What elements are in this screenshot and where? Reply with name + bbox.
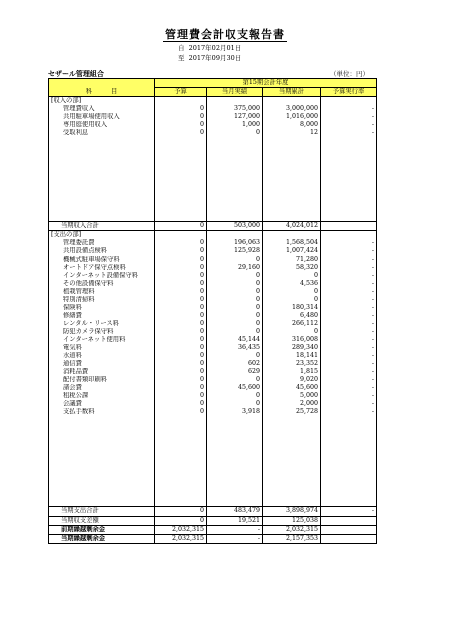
summary-row bbox=[49, 507, 377, 516]
header-execution-rate: 予算実行率 bbox=[321, 88, 377, 97]
row-name: 支払手数料 bbox=[49, 408, 155, 416]
rate-cell: - bbox=[321, 280, 377, 288]
row-name: 共用駐車場使用収入 bbox=[49, 113, 155, 121]
rate-cell: - bbox=[321, 392, 377, 400]
blank-cell bbox=[207, 231, 263, 240]
rate-cell bbox=[321, 222, 377, 231]
row-name: レンタル・リース料 bbox=[49, 320, 155, 328]
budget-cell: 0 bbox=[155, 222, 207, 231]
header-current-month: 当月実績 bbox=[207, 88, 263, 97]
month-cell: 45,600 bbox=[207, 384, 263, 392]
rate-cell: - bbox=[321, 507, 377, 516]
row-name: 当期収入合計 bbox=[49, 222, 155, 231]
month-cell: 0 bbox=[207, 312, 263, 320]
cumulative-cell: 25,728 bbox=[263, 408, 321, 416]
rate-cell: - bbox=[321, 247, 377, 255]
row-name: インターネット使用料 bbox=[49, 336, 155, 344]
budget-cell: 0 bbox=[155, 312, 207, 320]
income-row bbox=[49, 129, 377, 137]
cumulative-cell: 1,016,000 bbox=[263, 113, 321, 121]
expense-row bbox=[49, 360, 377, 368]
cumulative-cell: 0 bbox=[263, 296, 321, 304]
row-name: 受取利息 bbox=[49, 129, 155, 137]
cumulative-cell: 71,280 bbox=[263, 256, 321, 264]
expense-row bbox=[49, 376, 377, 384]
row-name: 特別清掃料 bbox=[49, 296, 155, 304]
row-name: その他設備保守料 bbox=[49, 280, 155, 288]
blank-cell bbox=[207, 97, 263, 106]
section-label: [支出の部] bbox=[49, 231, 155, 240]
row-name: 会議費 bbox=[49, 400, 155, 408]
section-label: [収入の部] bbox=[49, 97, 155, 106]
budget-cell: 0 bbox=[155, 247, 207, 255]
row-name: 管理費収入 bbox=[49, 105, 155, 113]
budget-cell: 0 bbox=[155, 239, 207, 247]
cumulative-cell: 2,000 bbox=[263, 400, 321, 408]
month-cell: 629 bbox=[207, 368, 263, 376]
row-name: 専用庭使用収入 bbox=[49, 121, 155, 129]
budget-cell: 0 bbox=[155, 129, 207, 137]
date-from-line bbox=[178, 43, 241, 52]
month-cell: 0 bbox=[207, 272, 263, 280]
month-cell: 0 bbox=[207, 320, 263, 328]
month-cell: 0 bbox=[207, 280, 263, 288]
cumulative-cell: 1,007,424 bbox=[263, 247, 321, 255]
income-row bbox=[49, 121, 377, 129]
report-title: 管理費会計収支報告書 bbox=[165, 28, 285, 41]
budget-cell: 0 bbox=[155, 368, 207, 376]
blank-cell bbox=[155, 231, 207, 240]
cumulative-cell: 125,038 bbox=[263, 516, 321, 525]
month-cell: 0 bbox=[207, 304, 263, 312]
rate-cell: - bbox=[321, 400, 377, 408]
month-cell: 0 bbox=[207, 392, 263, 400]
month-cell: 602 bbox=[207, 360, 263, 368]
cumulative-cell: 2,032,315 bbox=[263, 525, 321, 534]
month-cell: 0 bbox=[207, 129, 263, 137]
rate-cell: - bbox=[321, 129, 377, 137]
header-budget: 予算 bbox=[155, 88, 207, 97]
cumulative-cell: 1,815 bbox=[263, 368, 321, 376]
cumulative-cell: 289,340 bbox=[263, 344, 321, 352]
month-cell: 0 bbox=[207, 352, 263, 360]
cumulative-cell: 1,568,504 bbox=[263, 239, 321, 247]
month-cell: 125,928 bbox=[207, 247, 263, 255]
row-name: 共用設備点検料 bbox=[49, 247, 155, 255]
expense-row bbox=[49, 384, 377, 392]
budget-cell: 0 bbox=[155, 272, 207, 280]
income-row bbox=[49, 105, 377, 113]
expense-row bbox=[49, 344, 377, 352]
rate-cell: - bbox=[321, 304, 377, 312]
rate-cell: - bbox=[321, 320, 377, 328]
month-cell: - bbox=[207, 534, 263, 543]
cumulative-cell: 316,008 bbox=[263, 336, 321, 344]
month-cell: 0 bbox=[207, 376, 263, 384]
cumulative-cell: 180,314 bbox=[263, 304, 321, 312]
budget-cell: 0 bbox=[155, 352, 207, 360]
blank-cell bbox=[321, 231, 377, 240]
date-to-label: 至 bbox=[178, 54, 185, 62]
expense-row bbox=[49, 304, 377, 312]
date-from-label: 自 bbox=[178, 44, 185, 52]
rate-cell: - bbox=[321, 256, 377, 264]
header-cumulative: 当期累計 bbox=[263, 88, 321, 97]
budget-cell: 0 bbox=[155, 304, 207, 312]
cumulative-cell: 12 bbox=[263, 129, 321, 137]
cumulative-cell: 3,898,974 bbox=[263, 507, 321, 516]
budget-cell: 0 bbox=[155, 280, 207, 288]
budget-cell: 0 bbox=[155, 320, 207, 328]
rate-cell: - bbox=[321, 239, 377, 247]
organization-name: セザール管理組合 bbox=[48, 69, 104, 78]
expense-row bbox=[49, 312, 377, 320]
summary-row bbox=[49, 516, 377, 525]
cumulative-cell: 4,024,012 bbox=[263, 222, 321, 231]
cumulative-cell: 58,320 bbox=[263, 264, 321, 272]
row-name: 諸会費 bbox=[49, 384, 155, 392]
budget-cell: 0 bbox=[155, 408, 207, 416]
income-section bbox=[49, 97, 377, 231]
month-cell: - bbox=[207, 525, 263, 534]
budget-cell: 0 bbox=[155, 256, 207, 264]
row-name: 当期支出合計 bbox=[49, 507, 155, 516]
summary-row bbox=[49, 525, 377, 534]
budget-cell: 0 bbox=[155, 328, 207, 336]
cumulative-cell: 9,020 bbox=[263, 376, 321, 384]
expense-row bbox=[49, 247, 377, 255]
expense-row bbox=[49, 256, 377, 264]
budget-cell: 0 bbox=[155, 296, 207, 304]
month-cell: 503,000 bbox=[207, 222, 263, 231]
cumulative-cell: 2,157,353 bbox=[263, 534, 321, 543]
row-name: 配付書類印刷料 bbox=[49, 376, 155, 384]
blank-cell bbox=[321, 97, 377, 106]
month-cell: 36,435 bbox=[207, 344, 263, 352]
row-name: 保険料 bbox=[49, 304, 155, 312]
header-row-columns bbox=[49, 88, 377, 97]
cumulative-cell: 4,536 bbox=[263, 280, 321, 288]
header-period: 第15期会計年度 bbox=[155, 79, 377, 88]
expense-row bbox=[49, 336, 377, 344]
month-cell: 19,521 bbox=[207, 516, 263, 525]
unit-label: （単位：円） bbox=[330, 70, 369, 78]
header-blank bbox=[49, 79, 155, 88]
expense-row bbox=[49, 352, 377, 360]
budget-cell: 0 bbox=[155, 360, 207, 368]
header-row-period bbox=[49, 79, 377, 88]
rate-cell: - bbox=[321, 384, 377, 392]
budget-cell: 0 bbox=[155, 121, 207, 129]
cumulative-cell: 266,112 bbox=[263, 320, 321, 328]
cumulative-cell: 3,000,000 bbox=[263, 105, 321, 113]
expense-row bbox=[49, 368, 377, 376]
budget-cell: 0 bbox=[155, 288, 207, 296]
budget-cell: 0 bbox=[155, 336, 207, 344]
budget-cell: 0 bbox=[155, 376, 207, 384]
cumulative-cell: 0 bbox=[263, 288, 321, 296]
expense-row bbox=[49, 320, 377, 328]
rate-cell: - bbox=[321, 352, 377, 360]
cumulative-cell: 45,600 bbox=[263, 384, 321, 392]
expense-row bbox=[49, 272, 377, 280]
rate-cell bbox=[321, 516, 377, 525]
row-name: 水道料 bbox=[49, 352, 155, 360]
budget-cell: 0 bbox=[155, 507, 207, 516]
rate-cell: - bbox=[321, 272, 377, 280]
month-cell: 0 bbox=[207, 400, 263, 408]
budget-cell: 0 bbox=[155, 264, 207, 272]
rate-cell: - bbox=[321, 344, 377, 352]
row-name: オートドア保守点検料 bbox=[49, 264, 155, 272]
month-cell: 375,000 bbox=[207, 105, 263, 113]
budget-cell: 0 bbox=[155, 344, 207, 352]
expense-row bbox=[49, 264, 377, 272]
rate-cell bbox=[321, 534, 377, 543]
row-name: 防犯カメラ保守料 bbox=[49, 328, 155, 336]
budget-cell: 0 bbox=[155, 392, 207, 400]
month-cell: 0 bbox=[207, 288, 263, 296]
row-name: 前期繰越剰余金 bbox=[49, 525, 155, 534]
month-cell: 3,918 bbox=[207, 408, 263, 416]
income-row bbox=[49, 113, 377, 121]
row-name: 管理委託費 bbox=[49, 239, 155, 247]
budget-cell: 0 bbox=[155, 400, 207, 408]
totals-section bbox=[49, 507, 377, 543]
budget-cell: 0 bbox=[155, 113, 207, 121]
expense-section-label bbox=[49, 231, 377, 240]
balance-report-table bbox=[48, 78, 377, 544]
month-cell: 127,000 bbox=[207, 113, 263, 121]
expense-row bbox=[49, 239, 377, 247]
row-name: 修繕費 bbox=[49, 312, 155, 320]
row-name: 当期繰越剰余金 bbox=[49, 534, 155, 543]
row-name: インターネット設備保守料 bbox=[49, 272, 155, 280]
summary-row bbox=[49, 534, 377, 543]
row-name: 植栽管理料 bbox=[49, 288, 155, 296]
header-subject: 科 目 bbox=[49, 88, 155, 97]
rate-cell: - bbox=[321, 288, 377, 296]
cumulative-cell: 0 bbox=[263, 272, 321, 280]
rate-cell: - bbox=[321, 312, 377, 320]
month-cell: 483,479 bbox=[207, 507, 263, 516]
expense-row bbox=[49, 408, 377, 416]
rate-cell: - bbox=[321, 296, 377, 304]
rate-cell: - bbox=[321, 368, 377, 376]
date-to-line bbox=[178, 53, 241, 62]
expense-row bbox=[49, 288, 377, 296]
budget-cell: 2,032,315 bbox=[155, 534, 207, 543]
rate-cell: - bbox=[321, 264, 377, 272]
expense-row bbox=[49, 328, 377, 336]
cumulative-cell: 18,141 bbox=[263, 352, 321, 360]
row-name: 消耗品費 bbox=[49, 368, 155, 376]
cumulative-cell: 23,352 bbox=[263, 360, 321, 368]
blank-cell bbox=[263, 97, 321, 106]
income-section-label bbox=[49, 97, 377, 106]
expense-row bbox=[49, 296, 377, 304]
rate-cell bbox=[321, 525, 377, 534]
rate-cell: - bbox=[321, 121, 377, 129]
row-name: 通信費 bbox=[49, 360, 155, 368]
rate-cell: - bbox=[321, 408, 377, 416]
month-cell: 1,000 bbox=[207, 121, 263, 129]
budget-cell: 0 bbox=[155, 516, 207, 525]
month-cell: 45,144 bbox=[207, 336, 263, 344]
row-name: 当期収支差額 bbox=[49, 516, 155, 525]
month-cell: 0 bbox=[207, 328, 263, 336]
date-from: 2017年02月01日 bbox=[188, 44, 242, 52]
rate-cell: - bbox=[321, 360, 377, 368]
budget-cell: 0 bbox=[155, 384, 207, 392]
cumulative-cell: 5,000 bbox=[263, 392, 321, 400]
rate-cell: - bbox=[321, 105, 377, 113]
expense-row bbox=[49, 392, 377, 400]
row-name: 機械式駐車場保守料 bbox=[49, 256, 155, 264]
cumulative-cell: 6,480 bbox=[263, 312, 321, 320]
rate-cell: - bbox=[321, 328, 377, 336]
month-cell: 0 bbox=[207, 296, 263, 304]
expense-section bbox=[49, 231, 377, 507]
row-name: 電気料 bbox=[49, 344, 155, 352]
income-total-row bbox=[49, 222, 377, 231]
budget-cell: 0 bbox=[155, 105, 207, 113]
date-to: 2017年09月30日 bbox=[188, 54, 242, 62]
blank-cell bbox=[155, 97, 207, 106]
cumulative-cell: 8,000 bbox=[263, 121, 321, 129]
rate-cell: - bbox=[321, 336, 377, 344]
expense-row bbox=[49, 400, 377, 408]
budget-cell: 2,032,315 bbox=[155, 525, 207, 534]
rate-cell: - bbox=[321, 376, 377, 384]
expense-row bbox=[49, 280, 377, 288]
row-name: 租税公課 bbox=[49, 392, 155, 400]
cumulative-cell: 0 bbox=[263, 328, 321, 336]
month-cell: 29,160 bbox=[207, 264, 263, 272]
rate-cell: - bbox=[321, 113, 377, 121]
month-cell: 196,063 bbox=[207, 239, 263, 247]
month-cell: 0 bbox=[207, 256, 263, 264]
blank-cell bbox=[263, 231, 321, 240]
